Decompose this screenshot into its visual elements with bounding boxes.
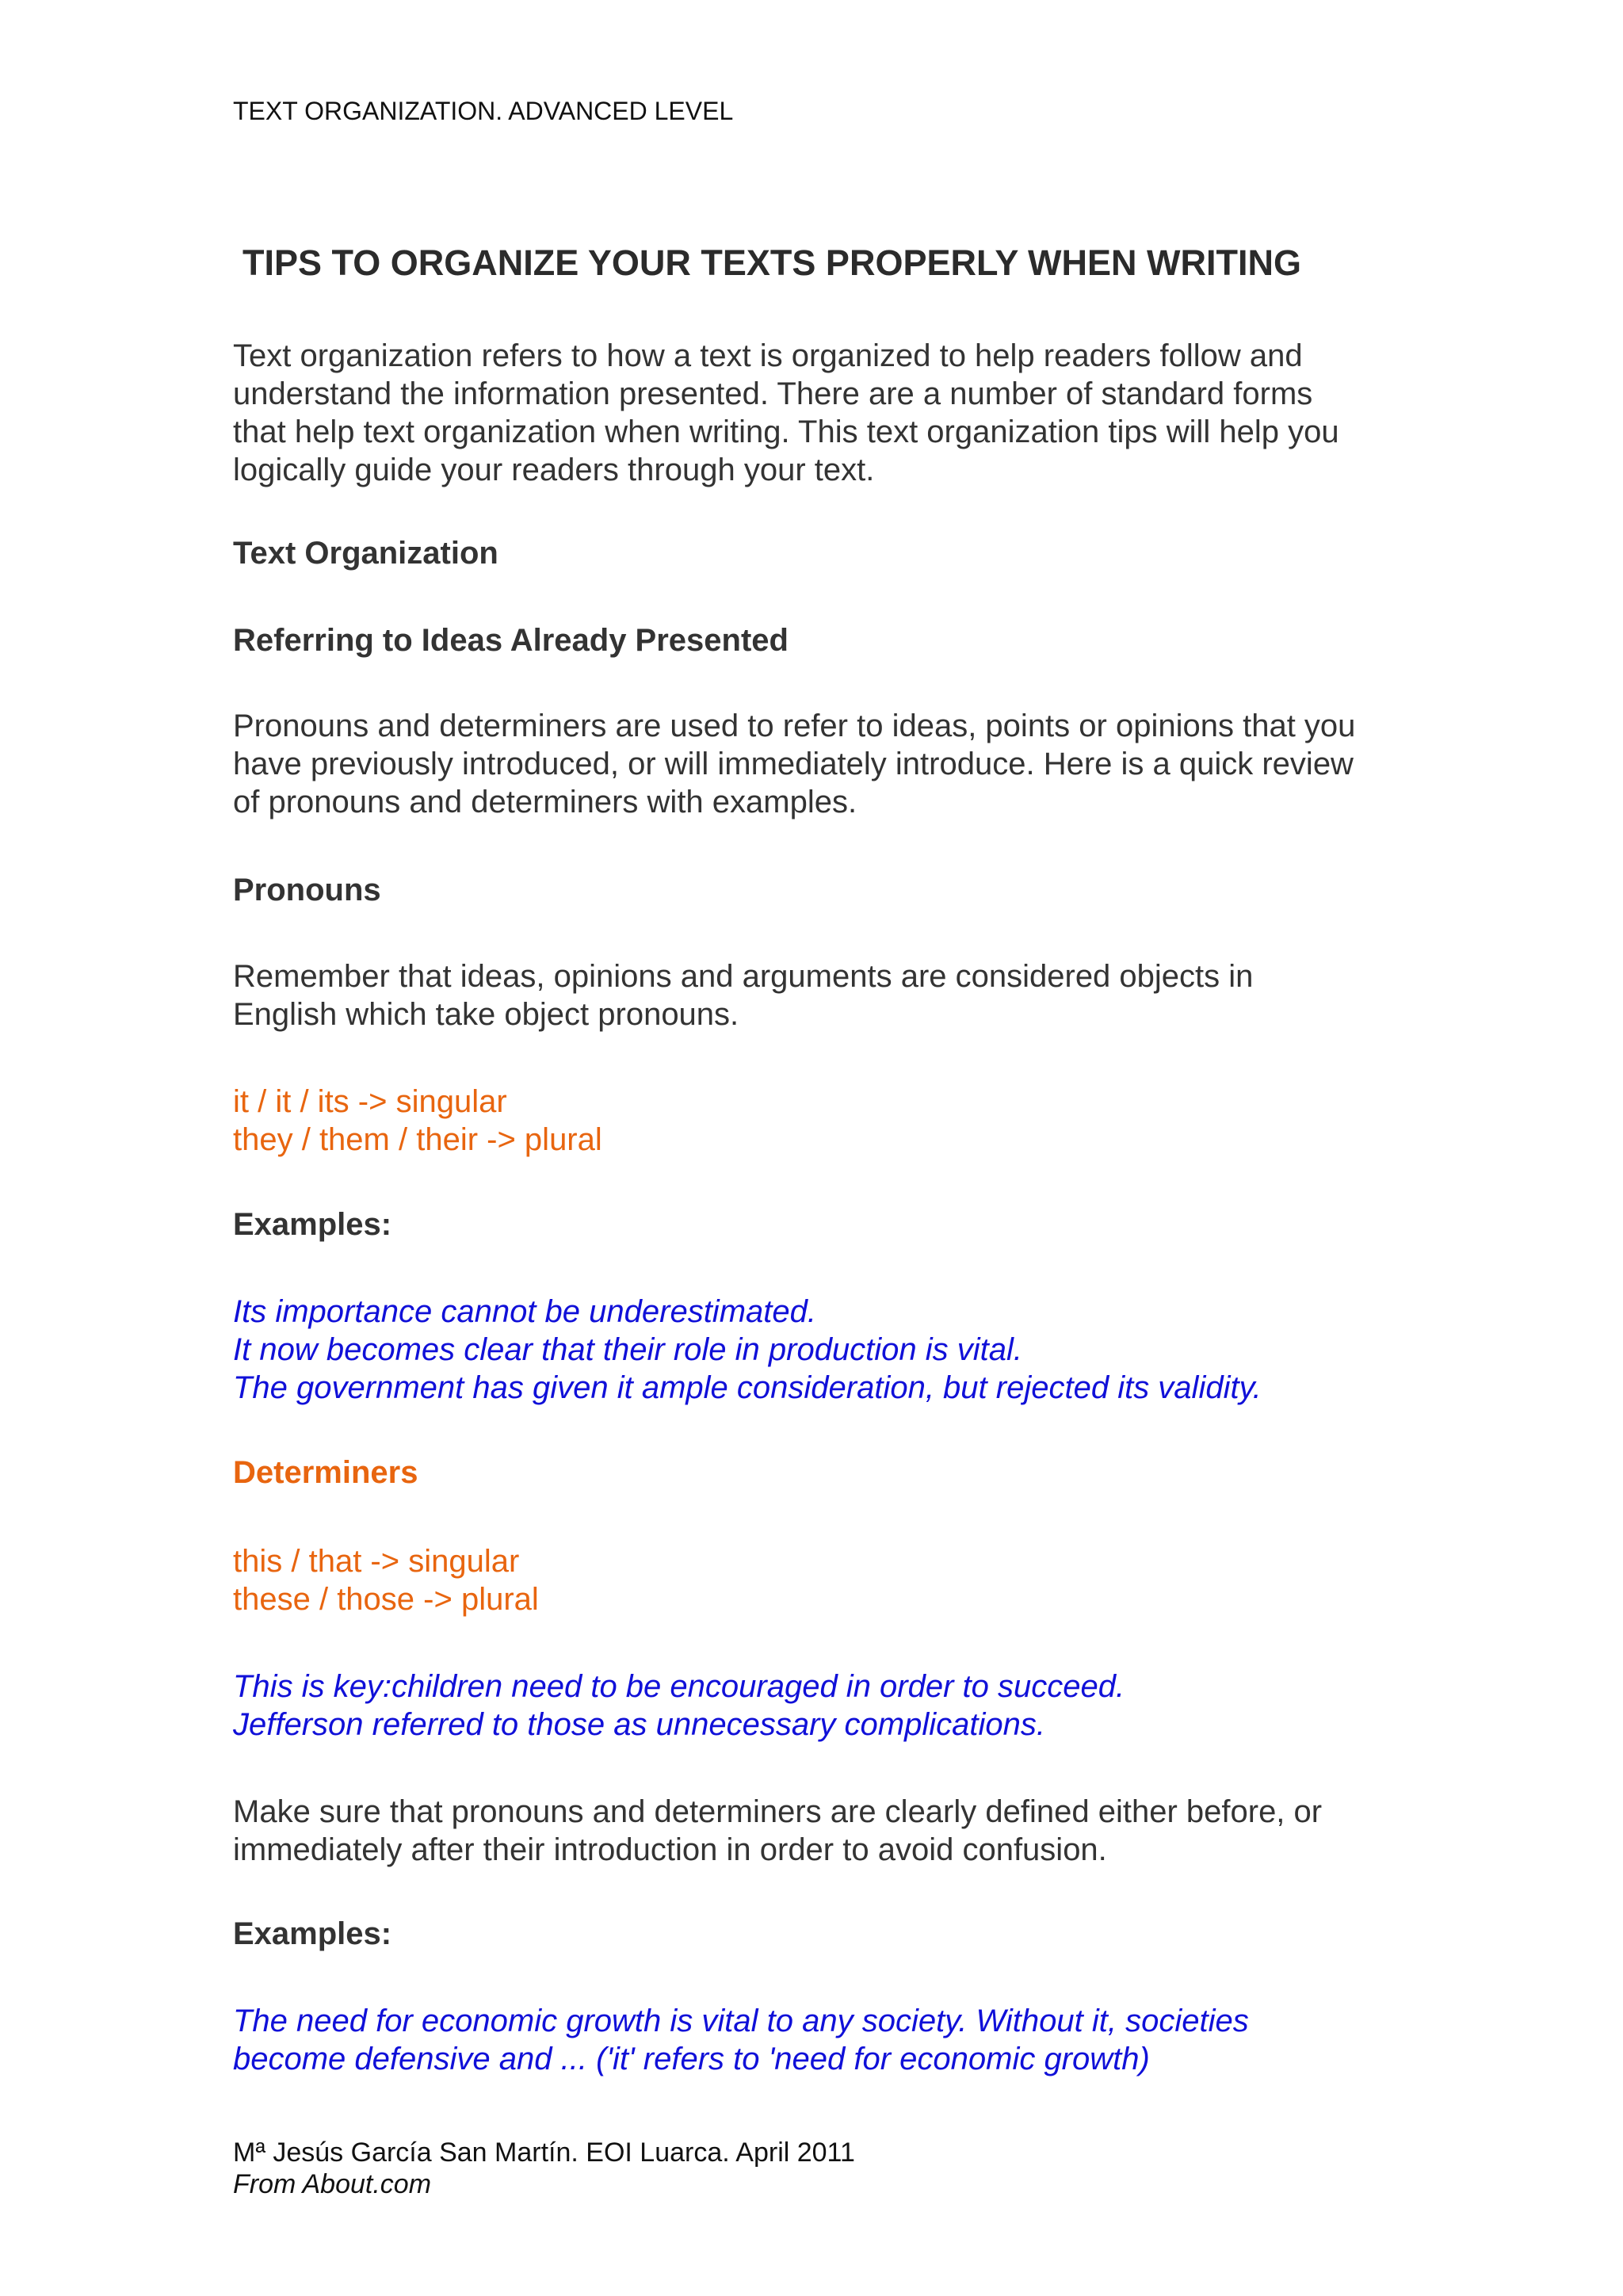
examples-heading: Examples: xyxy=(233,1207,392,1242)
determiner-forms xyxy=(233,1542,539,1618)
pronouns-paragraph xyxy=(233,957,1253,1033)
footer-author: Mª Jesús García San Martín. EOI Luarca. April 2011 xyxy=(233,2137,855,2168)
paragraph-line: immediately after their introduction in order to avoid confusion. xyxy=(233,1832,1107,1867)
examples-heading: Examples: xyxy=(233,1916,392,1951)
paragraph-line: Pronouns and determiners are used to refer to ideas, points or opinions that you xyxy=(233,709,1356,743)
footer-source: From About.com xyxy=(233,2169,432,2199)
clarity-paragraph xyxy=(233,1793,1322,1869)
paragraph-line: English which take object pronouns. xyxy=(233,997,739,1032)
example-line: The need for economic growth is vital to any society. Without it, societies xyxy=(233,2004,1249,2038)
determiner-form: this / that -> singular xyxy=(233,1544,520,1579)
example-line: This is key:children need to be encouraged in order to succeed. xyxy=(233,1669,1125,1704)
final-examples xyxy=(233,2002,1249,2078)
determiners-heading: Determiners xyxy=(233,1455,418,1490)
example-line: become defensive and ... ('it' refers to 'need for economic growth) xyxy=(233,2042,1150,2076)
page-footer xyxy=(233,2137,855,2200)
intro-line: that help text organization when writing. This text organization tips will help you xyxy=(233,415,1339,449)
example-line: Jefferson referred to those as unnecessary complications. xyxy=(233,1707,1045,1742)
pronoun-forms xyxy=(233,1083,602,1159)
example-line: Its importance cannot be underestimated. xyxy=(233,1294,816,1329)
intro-line: Text organization refers to how a text is organized to help readers follow and xyxy=(233,338,1303,373)
pronoun-examples xyxy=(233,1293,1262,1407)
intro-line: understand the information presented. There are a number of standard forms xyxy=(233,376,1313,411)
intro-paragraph xyxy=(233,337,1339,489)
pronouns-heading: Pronouns xyxy=(233,873,381,907)
paragraph-line: of pronouns and determiners with examples. xyxy=(233,785,857,819)
paragraph-line: have previously introduced, or will immediately introduce. Here is a quick review xyxy=(233,747,1354,781)
pronoun-form: it / it / its -> singular xyxy=(233,1084,507,1119)
determiner-examples xyxy=(233,1668,1125,1744)
determiner-form: these / those -> plural xyxy=(233,1582,539,1617)
example-line: The government has given it ample consideration, but rejected its validity. xyxy=(233,1370,1262,1405)
page-title: TIPS TO ORGANIZE YOUR TEXTS PROPERLY WHEN WRITING xyxy=(242,243,1301,283)
page-header: TEXT ORGANIZATION. ADVANCED LEVEL xyxy=(233,97,734,125)
pronoun-form: they / them / their -> plural xyxy=(233,1122,602,1157)
example-line: It now becomes clear that their role in production is vital. xyxy=(233,1332,1023,1367)
intro-line: logically guide your readers through your text. xyxy=(233,453,875,487)
paragraph-line: Make sure that pronouns and determiners are clearly defined either before, or xyxy=(233,1794,1323,1829)
paragraph-line: Remember that ideas, opinions and arguments are considered objects in xyxy=(233,959,1254,994)
section-heading: Text Organization xyxy=(233,536,498,571)
referring-paragraph xyxy=(233,707,1355,821)
subsection-heading: Referring to Ideas Already Presented xyxy=(233,623,789,658)
